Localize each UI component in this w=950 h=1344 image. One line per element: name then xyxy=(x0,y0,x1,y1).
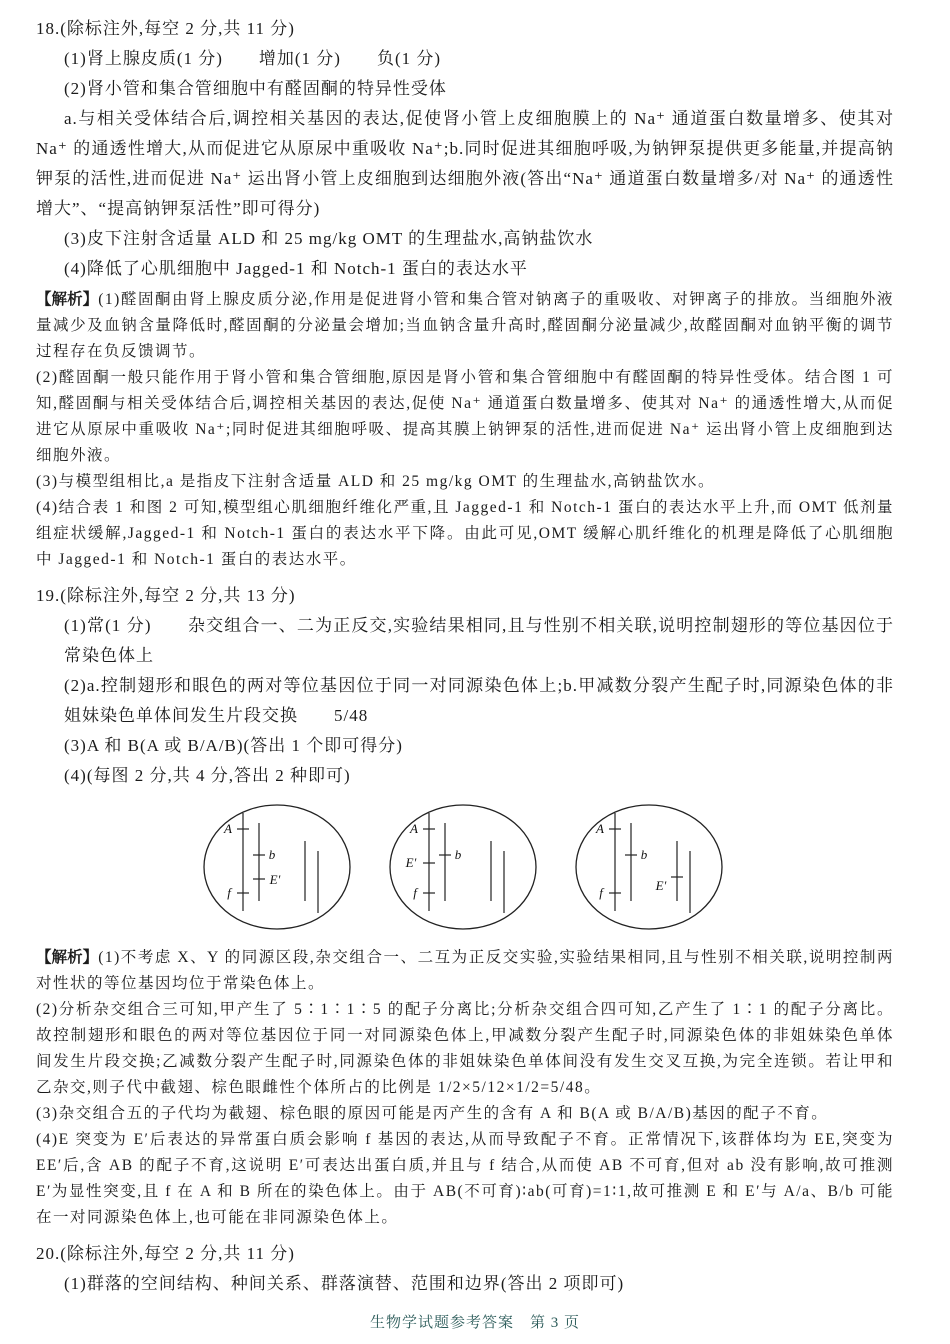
answer-line: (1)常(1 分) 杂交组合一、二为正反交,实验结果相同,且与性别不相关联,说明控制翅形的等位基因位于常染色体上 xyxy=(64,616,894,665)
question-20-header: 20.(除标注外,每空 2 分,共 11 分) xyxy=(36,1244,295,1263)
question-19-header: 19.(除标注外,每空 2 分,共 13 分) xyxy=(36,586,296,605)
analysis-paragraph: (3)杂交组合五的子代均为截翅、棕色眼的原因可能是丙产生的含有 A 和 B(A 或 B/A/B)基因的配子不育。 xyxy=(36,1105,829,1122)
question-19-block xyxy=(36,581,894,1231)
gene-label: E′ xyxy=(655,878,667,893)
analysis-paragraph: (3)与模型组相比,a 是指皮下注射含适量 ALD 和 25 mg/kg OMT 的生理盐水,高钠盐饮水。 xyxy=(36,473,715,490)
analysis-paragraph: (2)分析杂交组合三可知,甲产生了 5∶1∶1∶5 的配子分离比;分析杂交组合四可知,乙产生了 1∶1 的配子分离比。故控制翅形和眼色的两对等位基因位于同一对同源染色体上,甲减数分裂产生配子时,同源染色体的非姐妹染色单体间发生片段交换;乙减数分裂产生配子时,同源染色体的非姐妹染色单体间没有发生交叉互换,为完全连锁。若让甲和乙杂交,则子代中截翅、棕色眼雌性个体所占的比例是 1/2×5/12×1/2=5/48。 xyxy=(36,1001,894,1096)
question-19-analysis xyxy=(36,945,894,1231)
question-18-block xyxy=(36,14,894,573)
gene-label: f xyxy=(227,885,231,900)
page-footer xyxy=(0,1311,950,1332)
gene-label: A xyxy=(224,821,232,836)
gene-label: E′ xyxy=(405,855,417,870)
gene-label: f xyxy=(599,885,603,900)
analysis-paragraph: (4)E 突变为 E′后表达的异常蛋白质会影响 f 基因的表达,从而导致配子不育。正常情况下,该群体均为 EE,突变为 EE′后,含 AB 的配子不育,这说明 E′可表达出蛋白质,并且与 f 结合,从而使 AB 不可育,但对 ab 没有影响,故可推测 E′为显性突变,且 f 在 A 和 B 所在的染色体上。由于 AB(不可育)∶ab(可育)=1∶1,故可推测 E 和 E′与 A/a、B/b 可能在一对同源染色体上,也可能在非同源染色体上。 xyxy=(36,1131,894,1226)
gene-label: A xyxy=(596,821,604,836)
gene-label: E′ xyxy=(269,872,281,887)
answer-line: (1)肾上腺皮质(1 分) 增加(1 分) 负(1 分) xyxy=(64,49,442,68)
analysis-paragraph: (2)醛固酮一般只能作用于肾小管和集合管细胞,原因是肾小管和集合管细胞中有醛固酮的特异性受体。结合图 1 可知,醛固酮与相关受体结合后,调控相关基因的表达,促使 Na⁺ 通道蛋白数量增多、使其对 Na⁺ 的通透性增大,从而促进它从原尿中重吸收 Na⁺;同时促进其细胞呼吸、提高其膜上钠钾泵的活性,进而促进 Na⁺ 运出肾小管上皮细胞到达细胞外液。 xyxy=(36,369,894,464)
gene-label: b xyxy=(454,847,462,862)
analysis-label: 【解析】 xyxy=(36,291,99,308)
gamete-option-2 xyxy=(385,797,545,937)
analysis-text: (1)醛固酮由肾上腺皮质分泌,作用是促进肾小管和集合管对钠离子的重吸收、对钾离子的排放。当细胞外液量减少及血钠含量降低时,醛固酮的分泌量会增加;当血钠含量升高时,醛固酮分泌量减少,故醛固酮对血钠平衡的调节过程存在负反馈调节。 xyxy=(36,291,894,360)
gene-label: f xyxy=(413,885,417,900)
footer-text: 生物学试题参考答案 第 3 页 xyxy=(369,1315,580,1331)
question-20-block xyxy=(36,1239,894,1299)
answer-line: (4)降低了心肌细胞中 Jagged-1 和 Notch-1 蛋白的表达水平 xyxy=(64,259,528,278)
analysis-paragraph: (4)结合表 1 和图 2 可知,模型组心肌细胞纤维化严重,且 Jagged-1 和 Notch-1 蛋白的表达水平上升,而 OMT 低剂量组症状缓解,Jagged-1 和 Notch-1 蛋白的表达水平下降。由此可见,OMT 缓解心肌纤维化的机理是降低了心肌细胞中 Jagged-1 和 Notch-1 蛋白的表达水平。 xyxy=(36,499,894,568)
answer-line: (4)(每图 2 分,共 4 分,答出 2 种即可) xyxy=(64,766,351,785)
gamete-diagrams xyxy=(36,797,894,937)
answer-line: (1)群落的空间结构、种间关系、群落演替、范围和边界(答出 2 项即可) xyxy=(64,1274,625,1293)
analysis-paragraph xyxy=(36,287,894,365)
answer-line: (3)皮下注射含适量 ALD 和 25 mg/kg OMT 的生理盐水,高钠盐饮水 xyxy=(64,229,594,248)
analysis-paragraph xyxy=(36,945,894,997)
gamete-option-3 xyxy=(571,797,731,937)
answer-line: (3)A 和 B(A 或 B/A/B)(答出 1 个即可得分) xyxy=(64,736,403,755)
analysis-text: (1)不考虑 X、Y 的同源区段,杂交组合一、二互为正反交实验,实验结果相同,且与性别不相关联,说明控制两对性状的等位基因均位于常染色体上。 xyxy=(36,949,894,992)
answer-line: (2)肾小管和集合管细胞中有醛固酮的特异性受体 xyxy=(64,79,447,98)
question-18-analysis xyxy=(36,287,894,573)
answer-line: a.与相关受体结合后,调控相关基因的表达,促使肾小管上皮细胞膜上的 Na⁺ 通道蛋白数量增多、使其对 Na⁺ 的通透性增大,从而促进它从原尿中重吸收 Na⁺;b.同时促进其细胞呼吸,为钠钾泵提供更多能量,并提高钠钾泵的活性,进而促进 Na⁺ 运出肾小管上皮细胞到达细胞外液(答出“Na⁺ 通道蛋白数量增多/对 Na⁺ 的通透性增大”、“提高钠钾泵活性”即可得分) xyxy=(36,109,894,218)
question-18-header: 18.(除标注外,每空 2 分,共 11 分) xyxy=(36,19,295,38)
gene-label: b xyxy=(640,847,648,862)
gene-label: A xyxy=(410,821,418,836)
gamete-option-1 xyxy=(199,797,359,937)
answer-line: (2)a.控制翅形和眼色的两对等位基因位于同一对同源染色体上;b.甲减数分裂产生配子时,同源染色体的非姐妹染色单体间发生片段交换 5/48 xyxy=(64,676,894,725)
analysis-label: 【解析】 xyxy=(36,949,99,966)
gene-label: b xyxy=(268,847,276,862)
